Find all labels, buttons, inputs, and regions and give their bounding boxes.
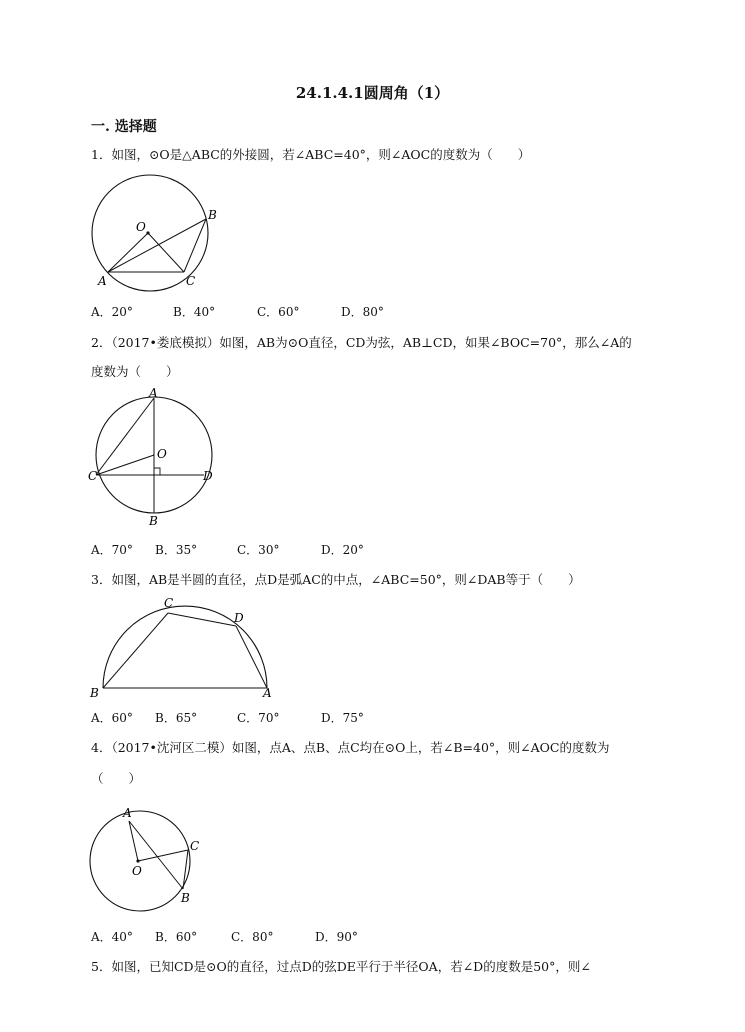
q2-segment-ca [96, 398, 154, 475]
q2-label-c: C [88, 469, 98, 483]
section-heading: 一. 选择题 [91, 119, 157, 135]
q1-option-a: A．20° [91, 305, 133, 319]
q4-segment-bc [183, 850, 188, 889]
q4-center-dot [136, 859, 139, 862]
question-1-text: 1．如图，⊙O是△ABC的外接圆，若∠ABC=40°，则∠AOC的度数为（ ） [91, 147, 531, 162]
q2-right-angle-mark [154, 468, 160, 475]
q4-label-c: C [190, 839, 200, 853]
q3-label-b: B [90, 686, 99, 700]
q4-option-c: C．80° [231, 930, 274, 944]
q1-label-c: C [186, 274, 196, 288]
q4-label-b: B [181, 891, 190, 905]
q1-segment-bc [184, 219, 206, 272]
question-1-figure [80, 195, 230, 295]
q1-segment-ab [108, 219, 206, 272]
q2-option-a: A．70° [91, 543, 133, 557]
q2-label-d: D [203, 469, 213, 483]
q3-label-c: C [164, 596, 174, 610]
q1-segment-oc [148, 233, 184, 272]
q2-option-b: B．35° [155, 543, 198, 557]
q3-option-a: A．60° [91, 711, 133, 725]
q1-option-c: C．60° [257, 305, 300, 319]
q2-label-b: B [149, 514, 158, 528]
q1-label-a: A [98, 274, 107, 288]
q2-label-a: A [149, 386, 158, 400]
q3-option-b: B．65° [155, 711, 198, 725]
q2-segment-co [96, 455, 154, 475]
question-3-options [91, 709, 364, 726]
q4-option-a: A．40° [91, 930, 133, 944]
q3-option-c: C．70° [237, 711, 280, 725]
q3-label-a: A [263, 686, 272, 700]
question-2-text-line1: 2．（2017•娄底模拟）如图，AB为⊙O直径，CD为弦，AB⊥CD，如果∠BOC=70°，那么∠A的 [91, 335, 632, 350]
question-4-figure [80, 806, 215, 908]
question-2-options [91, 541, 364, 558]
q2-option-c: C．30° [237, 543, 280, 557]
q2-option-d: D．20° [321, 543, 364, 557]
question-3-figure [88, 593, 278, 701]
q3-segment-cd [168, 613, 236, 626]
q1-option-b: B．40° [173, 305, 216, 319]
question-5-text: 5．如图，已知CD是⊙O的直径，过点D的弦DE平行于半径OA，若∠D的度数是50°，则∠ [91, 959, 591, 974]
q3-segment-da [236, 626, 267, 688]
question-1-options [91, 303, 384, 320]
q4-label-a: A [123, 806, 132, 820]
q1-center-dot [146, 231, 149, 234]
q3-label-d: D [234, 611, 244, 625]
q4-option-d: D．90° [315, 930, 358, 944]
question-2-text-line2: 度数为（ ） [91, 364, 179, 379]
q1-label-b: B [208, 208, 217, 222]
question-4-options [91, 928, 358, 945]
q4-segment-oc [138, 850, 188, 861]
question-4-text-line2: （ ） [91, 771, 142, 786]
page-title: 24.1.4.1圆周角（1） [295, 84, 450, 102]
question-4-text-line1: 4．（2017•沈河区二模）如图，点A、点B、点C均在⊙O上，若∠B=40°，则∠AOC的度数为 [91, 740, 610, 755]
q2-label-o: O [157, 447, 167, 461]
question-3-text: 3．如图，AB是半圆的直径，点D是弧AC的中点，∠ABC=50°，则∠DAB等于（ ） [91, 572, 581, 587]
q3-segment-bc [103, 613, 168, 688]
question-2-figure [85, 388, 220, 528]
q4-label-o: O [132, 864, 142, 878]
q1-label-o: O [136, 220, 146, 234]
q1-segment-oa [108, 233, 148, 272]
q1-option-d: D．80° [341, 305, 384, 319]
q4-option-b: B．60° [155, 930, 198, 944]
q3-option-d: D．75° [321, 711, 364, 725]
